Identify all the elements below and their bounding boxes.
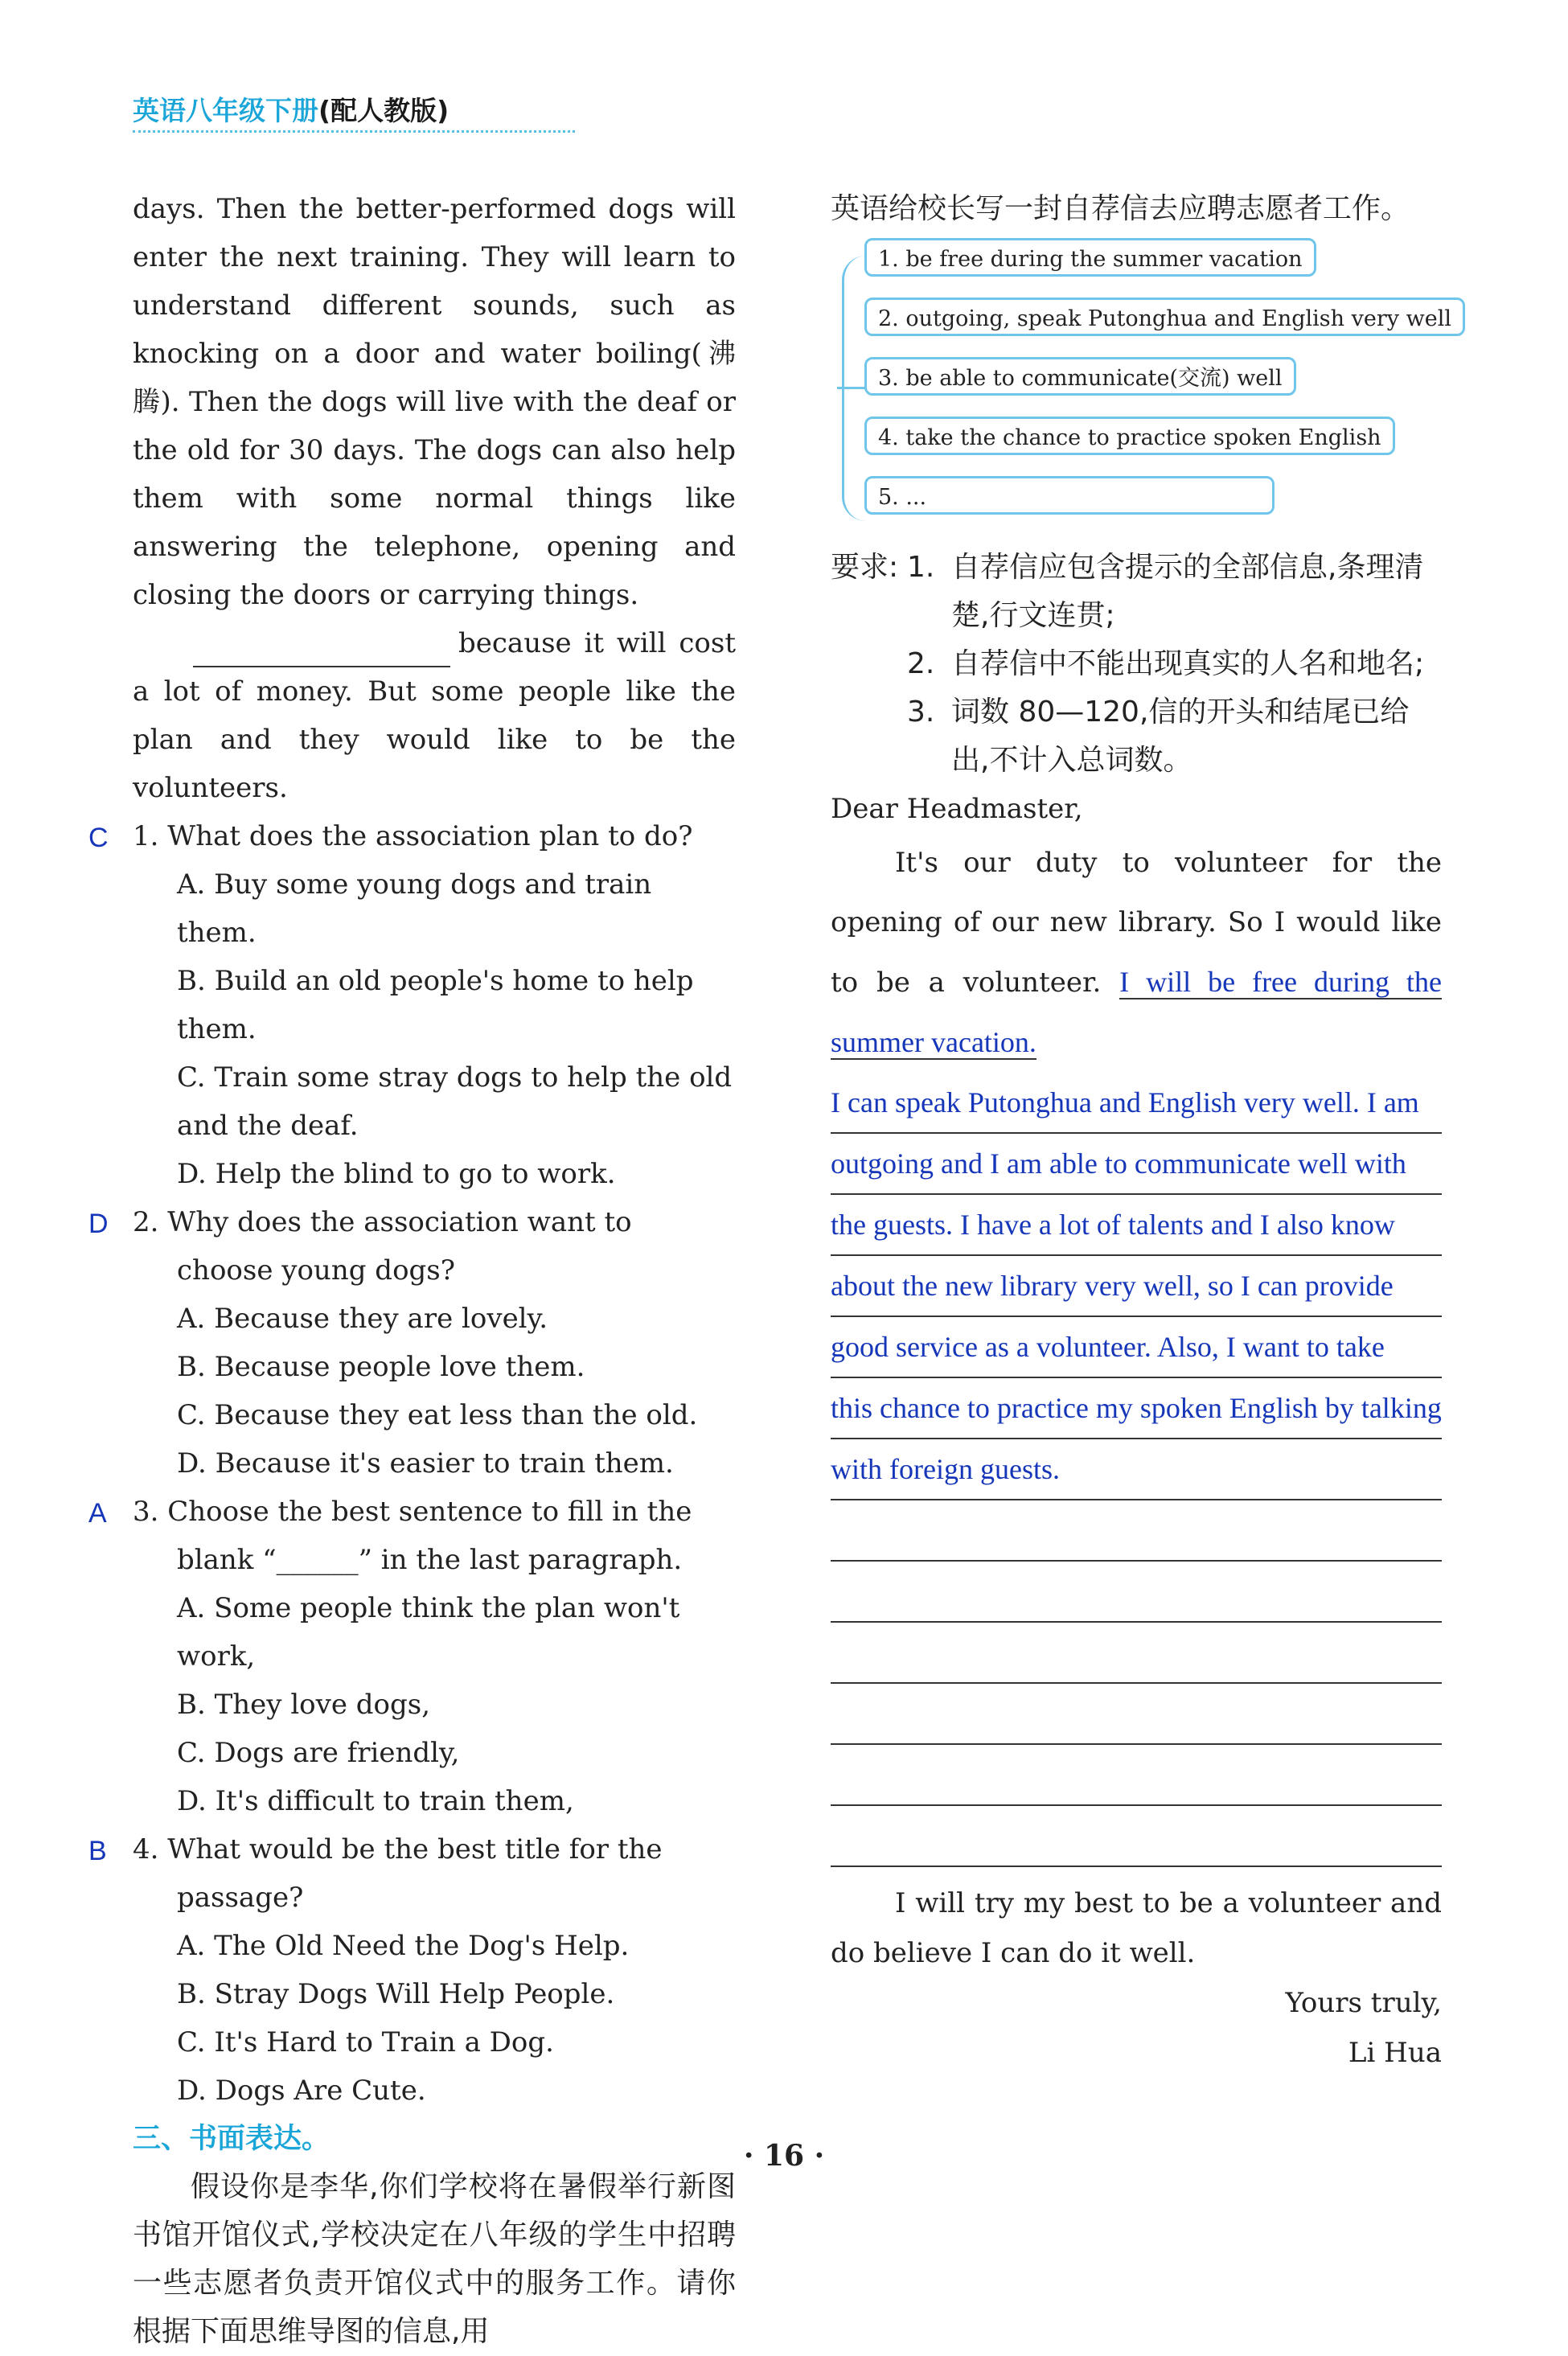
- mind-map: [831, 238, 1451, 544]
- requirement-item: 2. 自荐信中不能出现真实的人名和地名;: [907, 647, 1425, 680]
- requirement-item: 要求: 1. 自荐信应包含提示的全部信息,条理清楚,行文连贯;: [831, 544, 1442, 640]
- handwritten-answer: C: [88, 823, 109, 853]
- answer-line: [831, 1623, 1442, 1684]
- option: A. The Old Need the Dog's Help.: [177, 1930, 630, 1962]
- letter-opening: It's our duty to volunteer for the opening of our new library. So I would like to be a volunteer. I will be free during the summer vacation.: [831, 847, 1442, 1058]
- option: B. They love dogs,: [177, 1689, 431, 1721]
- letter: [831, 785, 1442, 2078]
- question-number: 3.: [133, 1496, 159, 1528]
- requirements: [831, 544, 1442, 785]
- option: A. Because they are lovely.: [177, 1303, 548, 1335]
- mind-map-node: 4. take the chance to practice spoken English: [864, 417, 1395, 455]
- book-title: 英语八年级下册: [133, 95, 318, 126]
- question-number: 2.: [133, 1206, 159, 1238]
- question-4: [88, 1825, 736, 2115]
- question-number: 4.: [133, 1833, 159, 1866]
- answer-line: [831, 1684, 1442, 1745]
- question-number: 1.: [133, 820, 159, 852]
- mind-map-node: 5. ...: [864, 476, 1275, 515]
- answer-line: this chance to practice my spoken English by talking: [831, 1378, 1442, 1439]
- header-divider: [133, 130, 575, 133]
- answer-line: [831, 1562, 1442, 1623]
- question-stem: What would be the best title for the passage?: [167, 1833, 663, 1914]
- mind-map-node: 2. outgoing, speak Putonghua and English very well: [864, 298, 1465, 336]
- letter-signoff: Yours truly,: [1285, 1987, 1442, 2019]
- left-column: [88, 185, 736, 2356]
- handwritten-answer: D: [88, 1209, 109, 1239]
- handwritten-answer-line: I will be free during the summer vacation.: [831, 966, 1442, 1058]
- option: B. Stray Dogs Will Help People.: [177, 1978, 615, 2010]
- option: A. Buy some young dogs and train them.: [177, 868, 652, 949]
- option: C. Train some stray dogs to help the old and the deaf.: [177, 1061, 733, 1142]
- question-stem: Choose the best sentence to fill in the blank “______” in the last paragraph.: [167, 1496, 692, 1576]
- answer-line: the guests. I have a lot of talents and I also know: [831, 1195, 1442, 1256]
- handwritten-answer: B: [88, 1836, 107, 1866]
- answer-line: good service as a volunteer. Also, I want to take: [831, 1317, 1442, 1378]
- question-stem: Why does the association want to choose young dogs?: [167, 1206, 632, 1287]
- requirement-item: 3. 词数 80—120,信的开头和结尾已给出,不计入总词数。: [907, 696, 1410, 777]
- book-edition: (配人教版): [318, 95, 449, 126]
- answer-line: about the new library very well, so I can provide: [831, 1256, 1442, 1317]
- option: D. Because it's easier to train them.: [177, 1447, 674, 1480]
- answer-line: I can speak Putonghua and English very well. I am: [831, 1073, 1442, 1134]
- writing-prompt-continued: 英语给校长写一封自荐信去应聘志愿者工作。: [831, 192, 1410, 225]
- question-stem: What does the association plan to do?: [167, 820, 693, 852]
- answer-line: [831, 1806, 1442, 1867]
- page-number: · 16 ·: [743, 2139, 825, 2173]
- answer-line: with foreign guests.: [831, 1439, 1442, 1500]
- section-title-writing: 三、书面表达。: [133, 2123, 330, 2155]
- option: D. Dogs Are Cute.: [177, 2075, 426, 2107]
- passage-last-paragraph: [133, 619, 736, 812]
- fill-blank: [193, 638, 450, 667]
- requirements-label: 要求:: [831, 551, 899, 584]
- option: D. It's difficult to train them,: [177, 1785, 574, 1817]
- answer-line: outgoing and I am able to communicate well with: [831, 1134, 1442, 1195]
- handwritten-answer: A: [88, 1498, 107, 1529]
- letter-salutation: Dear Headmaster,: [831, 793, 1083, 825]
- option: B. Because people love them.: [177, 1351, 585, 1383]
- letter-signature: Li Hua: [1348, 2037, 1442, 2069]
- question-1: [88, 812, 736, 1198]
- book-header: [133, 90, 449, 128]
- writing-prompt: 假设你是李华,你们学校将在暑假举行新图书馆开馆仪式,学校决定在八年级的学生中招聘一些志愿者负责开馆仪式中的服务工作。请你根据下面思维导图的信息,用: [133, 2170, 736, 2348]
- question-3: [88, 1488, 736, 1825]
- option: A. Some people think the plan won't work,: [177, 1592, 680, 1673]
- mind-map-node: 3. be able to communicate(交流) well: [864, 357, 1296, 396]
- option: C. It's Hard to Train a Dog.: [177, 2026, 554, 2058]
- option: D. Help the blind to go to work.: [177, 1158, 616, 1190]
- option: C. Because they eat less than the old.: [177, 1399, 698, 1431]
- option: C. Dogs are friendly,: [177, 1737, 460, 1769]
- mind-map-node: 1. be free during the summer vacation: [864, 238, 1316, 277]
- right-column: [831, 185, 1451, 2078]
- letter-closing: I will try my best to be a volunteer and do believe I can do it well.: [831, 1887, 1442, 1969]
- question-2: [88, 1198, 736, 1488]
- option: B. Build an old people's home to help them.: [177, 965, 694, 1045]
- answer-line: [831, 1500, 1442, 1562]
- passage-end-text: because it will cost a lot of money. But some people like the plan and they would like to be the volunteers.: [133, 627, 736, 804]
- answer-line: [831, 1745, 1442, 1806]
- passage-text: days. Then the better-performed dogs will enter the next training. They will learn to understand different sounds, such as knocking on a door and water boiling(沸腾). Then the dogs will live with the deaf or the old for 30 days. The dogs can also help them with some normal things like answering the telephone, opening and closing the doors or carrying things.: [133, 193, 736, 611]
